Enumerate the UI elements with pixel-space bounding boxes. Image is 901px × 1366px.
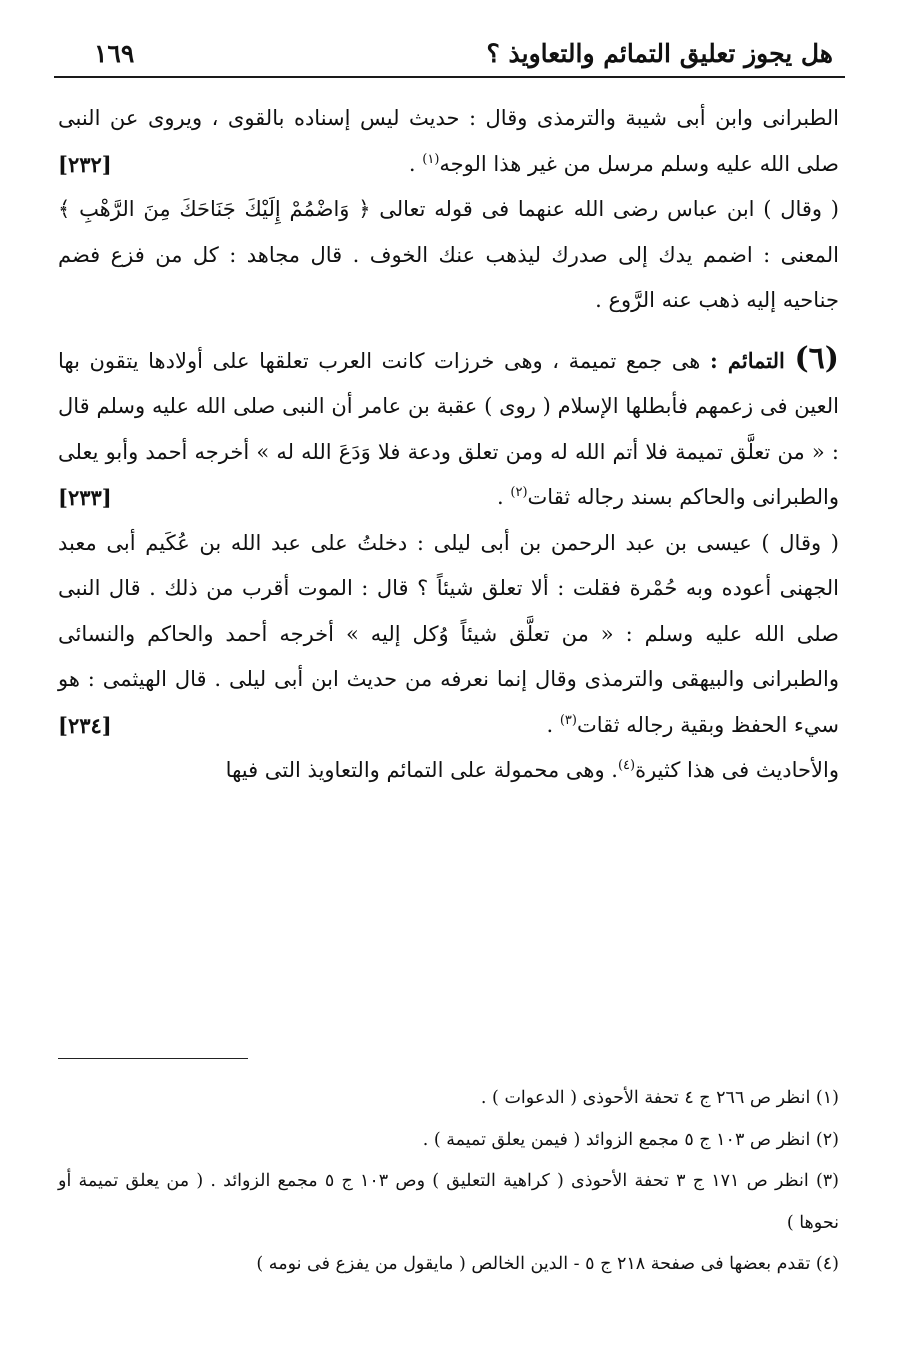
paragraph-4-tail: . [546,712,560,737]
footnote-mark-2: (٢) [510,485,528,500]
footnote-1: (١) انظر ص ٢٦٦ ج ٤ تحفة الأحوذى ( الدعوات ) . [480,1088,839,1108]
paragraph-3-text: هى جمع تميمة ، وهى خرزات كانت العرب تعلقها على أولادها يتقون بها العين فى زعمهم فأبطلها الإسلام ( روى ) عقبة بن عامر أن النبى صلى الله عليه وسلم قال : « من تعلَّق تميمة فلا أتم الله له ومن تعلق ودعة فلا وَدَعَ الله له » أخرجه أحمد وأبو يعلى والطبرانى والحاكم بسند رجاله ثقات [58,348,839,509]
footnote-4: (٤) تقدم بعضها فى صفحة ٢١٨ ج ٥ - الدين الخالص ( مايقول من يفزع فى نومه ) [256,1254,839,1274]
footnote-mark-3: (٣) [559,712,577,728]
footnote-2: (٢) انظر ص ١٠٣ ج ٥ مجمع الزوائد ( فيمن يعلق تميمة ) . [422,1129,839,1150]
paragraph-1-text: الطبرانى وابن أبى شيبة والترمذى وقال : حديث ليس إسناده بالقوى ، ويروى عن النبى صلى الله عليه وسلم مرسل من غير هذا الوجه [58,106,839,176]
paragraph-3-tail: . [497,485,511,509]
hadith-number-233: [٢٣٣] [58,485,112,510]
hadith-number-232: [٢٣٢] [58,151,112,177]
footnote-mark-1: (١) [422,151,440,167]
paragraph-5-tail: . وهى محمولة على التمائم والتعاويذ التى فيها [225,758,618,782]
paragraph-5-text: والأحاديث فى هذا كثيرة [635,758,839,782]
footnote-3: (٣) انظر ص ١٧١ ج ٣ تحفة الأحوذى ( كراهية التعليق ) وص ١٠٣ ج ٥ مجمع الزوائد . ( من يعلق تميمة أو نحوها ) [58,1171,839,1233]
paragraph-4-text: ( وقال ) عيسى بن عبد الرحمن بن أبى ليلى : دخلتُ على عبد الله بن عُكَيم أبى معبد الجهنى أعوده وبه حُمْرة فقلت : ألا تعلق شيئاً ؟ قال : الموت أقرب من ذلك . قال النبى صلى الله عليه وسلم : « من تعلَّق شيئاً وُكل إليه » أخرجه أحمد والحاكم والنسائى والطبرانى والبيهقى والترمذى وقال إنما نعرفه من حديث ابن أبى ليلى . قال الهيثمى : هو سيء الحفظ وبقية رجاله ثقات [58,530,839,737]
footnotes [58,1078,839,1286]
paragraph-5 [58,748,839,794]
paragraph-3 [58,336,839,521]
section-number: (٦) [794,340,839,376]
footnote-mark-4: (٤) [617,758,636,773]
paragraph-2-text: ( وقال ) ابن عباس رضى الله عنهما فى قوله تعالى ﴿ وَاضْمُمْ إِلَيْكَ جَنَاحَكَ مِنَ الرَّهْبِ ﴾ المعنى : اضمم يدك إلى صدرك ليذهب عنك الخوف . قال مجاهد : كل من فزع فضم جناحيه إليه ذهب عنه الرَّوع . [58,197,839,312]
paragraph-2 [58,187,839,324]
footnote-separator [58,1058,248,1059]
page-number: ١٦٩ [94,39,135,68]
running-header [54,24,845,78]
paragraph-4 [58,521,839,749]
paragraph-1 [58,96,839,187]
main-text [58,96,839,794]
paragraph-1-tail: . [408,151,423,176]
running-title: هل يجوز تعليق التمائم والتعاويذ ؟ [486,39,833,68]
hadith-number-234: [٢٣٤] [58,712,112,738]
section-term: التمائم : [709,347,785,373]
